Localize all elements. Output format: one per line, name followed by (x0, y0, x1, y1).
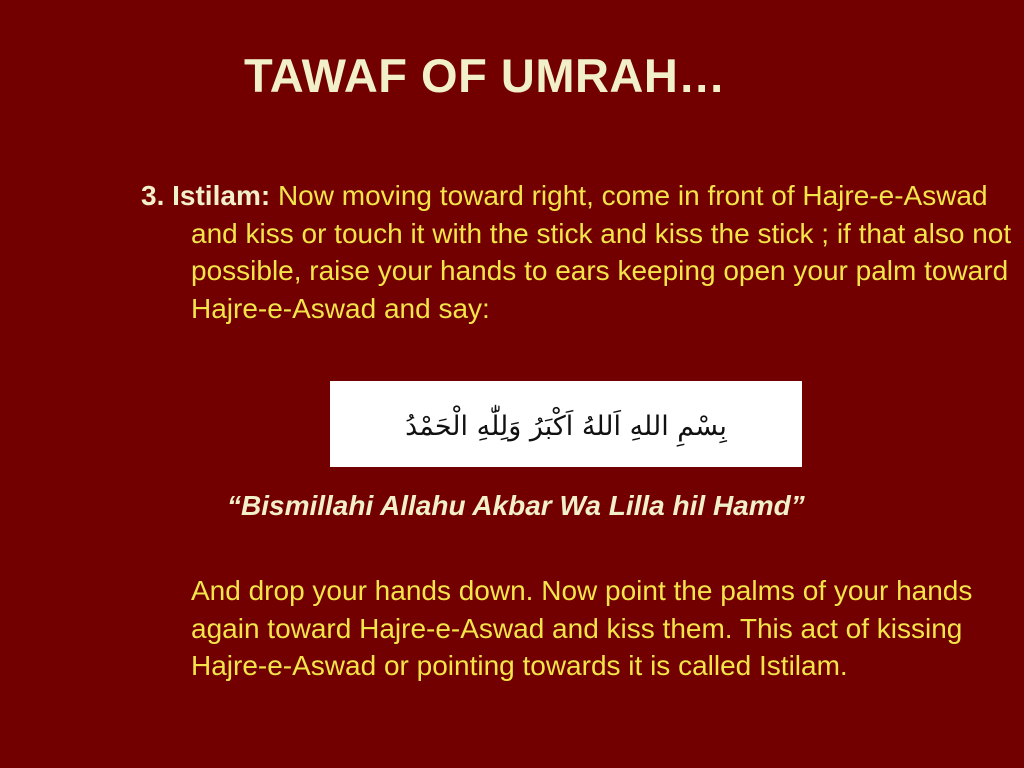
arabic-dua-text: بِسْمِ اللهِ اَللهُ اَكْبَرُ وَلِلّٰهِ الْحَمْدُ (405, 411, 727, 442)
instruction-paragraph: And drop your hands down. Now point the palms of your hands again toward Hajre-e-Aswad and kiss them. This act of kissing Hajre-e-Aswad or pointing towards it is called Istilam. (191, 575, 973, 681)
point-number-label: 3. Istilam: (141, 180, 271, 211)
slide-title: TAWAF OF UMRAH… (244, 49, 726, 102)
point-text: Now moving toward right, come in front of Hajre-e-Aswad and kiss or touch it with the stick and kiss the stick ; if that also not possible, raise your hands to ears keeping open your palm toward Hajre-e-Aswad and say: (191, 180, 1012, 324)
arabic-calligraphy (330, 381, 802, 467)
transliteration: “Bismillahi Allahu Akbar Wa Lilla hil Hamd” (227, 490, 805, 521)
istilam-point (141, 177, 1024, 327)
arabic-dua-image (330, 381, 802, 467)
